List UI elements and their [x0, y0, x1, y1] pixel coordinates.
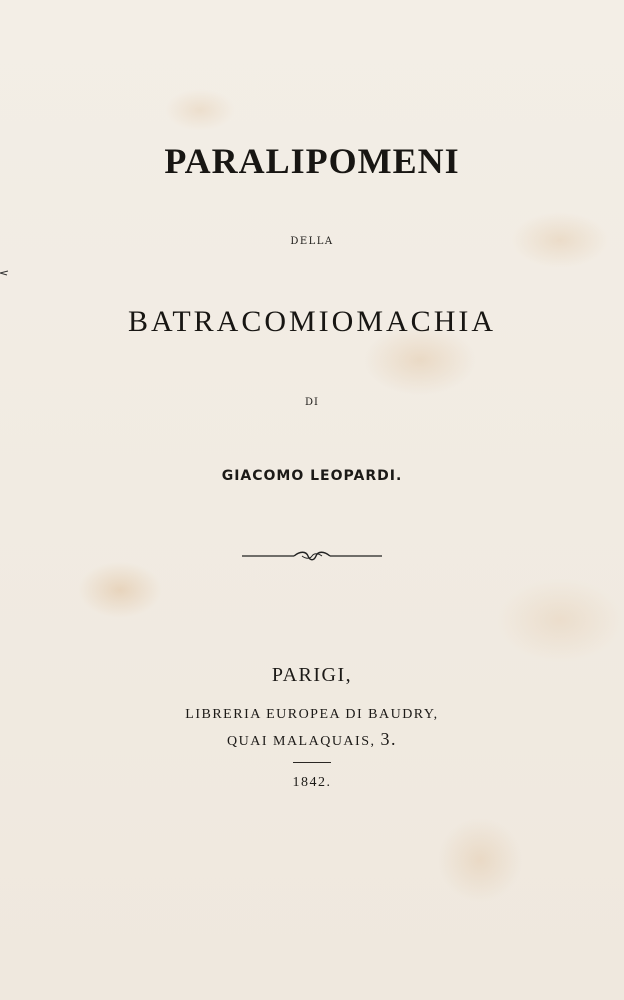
imprint-street: QUAI MALAQUAIS,	[227, 734, 376, 749]
imprint-city: PARIGI,	[271, 664, 353, 686]
ornamental-rule	[0, 548, 624, 562]
by-line: DI	[305, 397, 319, 408]
title-connector: DELLA	[290, 236, 334, 247]
imprint-publisher: LIBRERIA EUROPEA DI BAUDRY,	[185, 707, 439, 722]
author-name: GIACOMO LEOPARDI.	[221, 468, 403, 484]
imprint-street-number: 3.	[380, 729, 397, 749]
book-title: PARALIPOMENI	[164, 141, 460, 181]
imprint-year: 1842.	[292, 775, 332, 790]
imprint-address	[0, 729, 624, 750]
short-rule	[293, 762, 331, 763]
binding-mark-icon	[0, 268, 10, 278]
book-subtitle: BATRACOMIOMACHIA	[127, 305, 497, 338]
ornament-flourish-icon	[242, 549, 382, 563]
